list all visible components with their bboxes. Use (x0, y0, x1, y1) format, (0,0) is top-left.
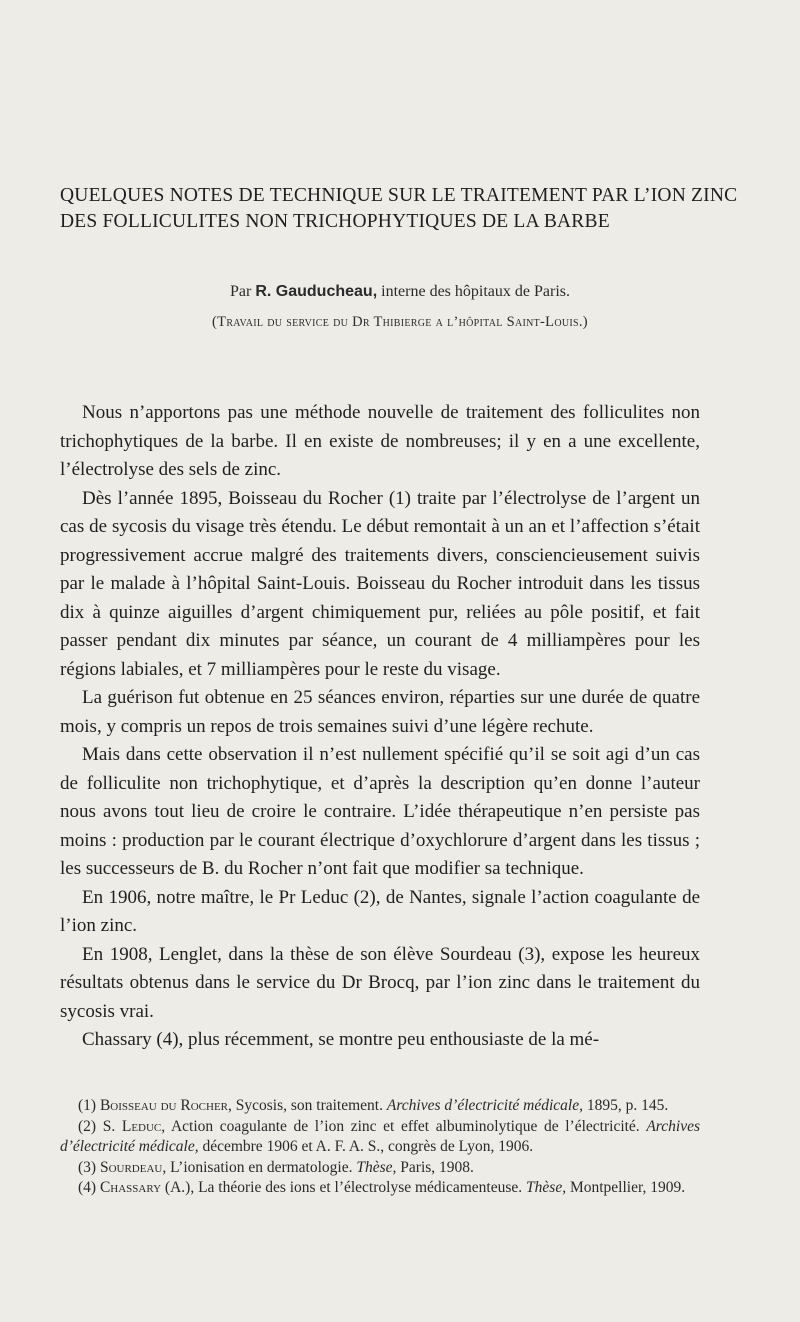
footnote-text: Action coagulante de l’ion zinc et effet albuminolytique de l’électricité. (170, 1117, 640, 1135)
footnote (60, 1158, 700, 1179)
paragraph: Dès l’année 1895, Boisseau du Rocher (1) traite par l’électrolyse de l’argent un cas de sycosis du visage très étendu. Le début remontait à un an et l’affection s’était progressivement accrue malgré des traitements divers, consciencieusement suivis par le malade à l’hôpital Saint-Louis. Boisseau du Rocher introduit dans les tissus dix à quinze aiguilles d’argent chimiquement pur, reliées au pôle positif, et fait passer pendant dix minutes par séance, un courant de 4 milliampères pour les régions labiales, et 7 milliampères pour le reste du visage. (60, 487, 700, 680)
footnote-journal: Thèse, (356, 1158, 397, 1176)
paragraph: Mais dans cette observation il n’est nullement spécifié qu’il se soit agi d’un cas de folliculite non trichophytique, et d’après la description qu’en donne l’auteur nous avons tout lieu de croire le contraire. L’idée thérapeutique n’en persiste pas moins : production par le courant électrique d’oxychlorure d’argent dans les tissus ; les successeurs de B. du Rocher n’ont fait que modifier sa technique. (60, 744, 700, 879)
footnote-author: Sourdeau, (99, 1158, 167, 1176)
footnote-number: (2) (78, 1117, 97, 1135)
paragraph: En 1908, Lenglet, dans la thèse de son élève Sourdeau (3), expose les heureux résultats obtenus dans le service du Dr Brocq, par l’ion zinc dans le traitement du sycosis vrai. (60, 943, 700, 1022)
footnote-text: Sycosis, son traitement. (235, 1097, 383, 1114)
paragraph: Chassary (4), plus récemment, se montre peu enthousiaste de la mé- (82, 1029, 600, 1050)
footnote-text: (A.), La théorie des ions et l’électrolyse médicamenteuse. (164, 1179, 523, 1196)
footnote-journal: Archives d’électricité médicale, (60, 1117, 700, 1155)
footnote (60, 1178, 700, 1199)
paragraph: Nous n’apportons pas une méthode nouvelle de traitement des folliculites non trichophytiques de la barbe. Il en existe de nombreuses; il y en a une excellente, l’électrolyse des sels de zinc. (60, 402, 700, 480)
footnote-rest: Paris, 1908. (400, 1158, 474, 1176)
article-title: QUELQUES NOTES DE TECHNIQUE SUR LE TRAITEMENT PAR L’ION ZINC DES FOLLICULITES NON TRICHOPHYTIQUES DE LA BARBE (60, 185, 738, 232)
footnote-author: S. Leduc, (102, 1117, 166, 1135)
footnote-rest: 1895, p. 145. (586, 1097, 669, 1114)
footnote (60, 1096, 700, 1117)
author-name: R. Gauducheau, (255, 283, 378, 300)
footnote-journal: Archives d’électricité médicale, (386, 1097, 583, 1114)
footnotes (60, 1096, 700, 1199)
footnote-author: Chassary (99, 1179, 162, 1196)
footnote-text: L’ionisation en dermatologie. (170, 1158, 353, 1176)
byline-prefix: Par (230, 283, 252, 300)
service-note: (Travail du service du Dr Thibierge a l’hôpital Saint-Louis.) (212, 314, 588, 330)
byline (0, 283, 800, 301)
footnote-author: Boisseau du Rocher, (99, 1097, 232, 1114)
author-affiliation: interne des hôpitaux de Paris. (381, 283, 570, 300)
footnote-number: (4) (78, 1179, 97, 1196)
footnote-number: (3) (78, 1158, 97, 1176)
footnote-rest: Montpellier, 1909. (569, 1179, 686, 1196)
article-body (60, 399, 700, 1055)
paragraph: La guérison fut obtenue en 25 séances environ, réparties sur une durée de quatre mois, y compris un repos de trois semaines suivi d’une légère rechute. (60, 687, 700, 737)
footnote (60, 1117, 700, 1158)
paragraph: En 1906, notre maître, le Pr Leduc (2), de Nantes, signale l’action coagulante de l’ion zinc. (60, 886, 700, 936)
footnote-journal: Thèse, (526, 1179, 567, 1196)
footnote-rest: décembre 1906 et A. F. A. S., congrès de Lyon, 1906. (202, 1138, 534, 1155)
footnote-number: (1) (78, 1097, 97, 1114)
